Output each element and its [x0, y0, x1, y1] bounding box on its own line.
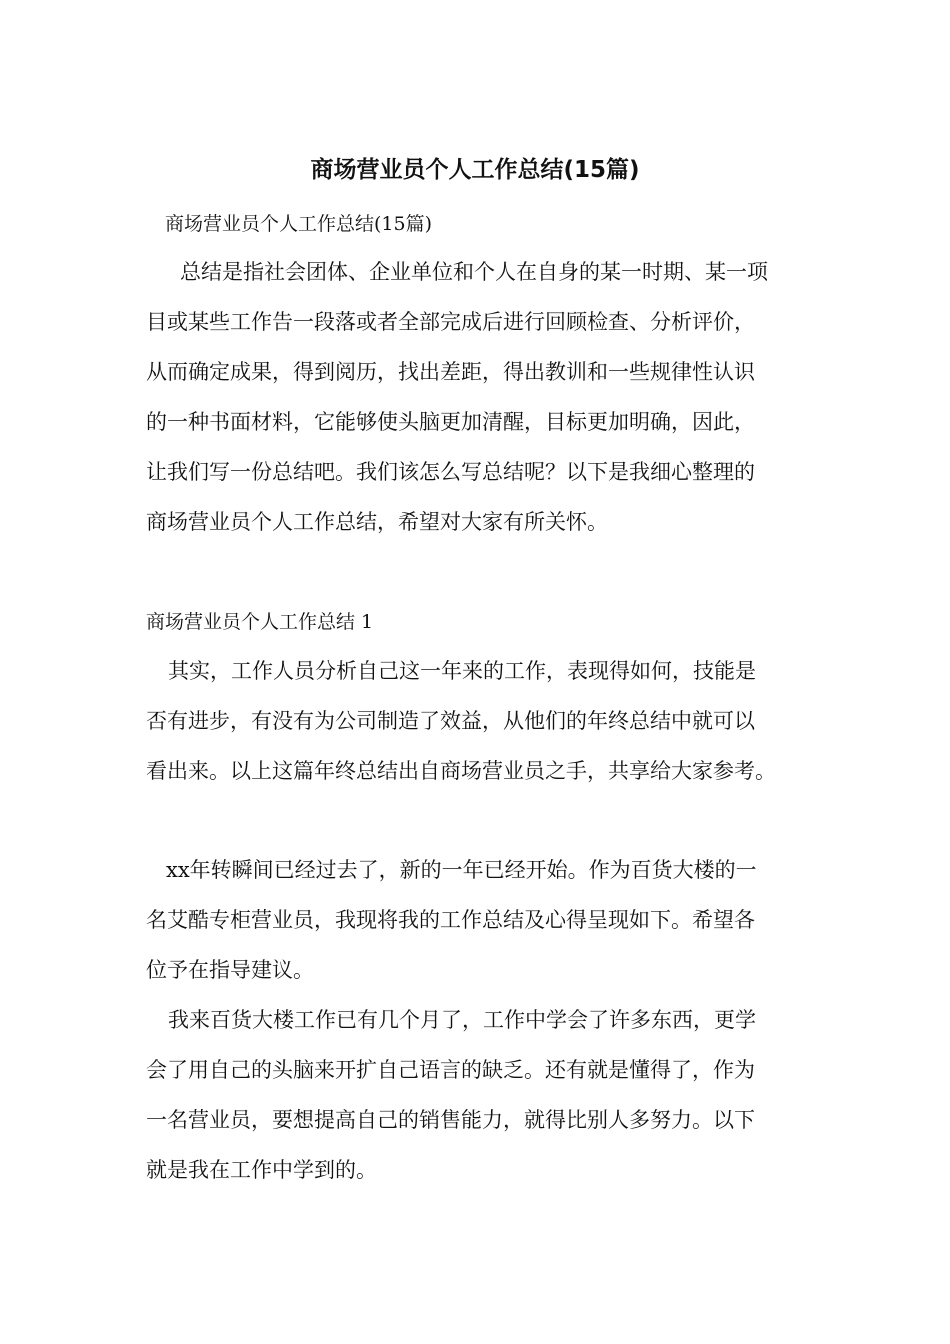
- section-heading: 商场营业员个人工作总结 1: [146, 611, 374, 633]
- document-title: 商场营业员个人工作总结(15篇): [310, 157, 640, 183]
- paragraph-line: xx年转瞬间已经过去了，新的一年已经开始。作为百货大楼的一: [166, 858, 757, 882]
- paragraph-line: 名艾酷专柜营业员，我现将我的工作总结及心得呈现如下。希望各: [146, 908, 755, 932]
- paragraph-line: 位予在指导建议。: [146, 958, 314, 982]
- paragraph-line: 我来百货大楼工作已有几个月了，工作中学会了许多东西，更学: [168, 1008, 756, 1032]
- intro-line: 让我们写一份总结吧。我们该怎么写总结呢？以下是我细心整理的: [146, 460, 755, 484]
- paragraph-line: 其实，工作人员分析自己这一年来的工作，表现得如何，技能是: [168, 659, 756, 683]
- section1-paragraph-3: [146, 995, 816, 1195]
- section1-paragraph-1: [146, 646, 816, 796]
- paragraph-line: 看出来。以上这篇年终总结出自商场营业员之手，共享给大家参考。: [146, 759, 776, 783]
- intro-line: 的一种书面材料，它能够使头脑更加清醒，目标更加明确，因此，: [146, 410, 755, 434]
- intro-line: 从而确定成果，得到阅历，找出差距，得出教训和一些规律性认识: [146, 360, 755, 384]
- intro-paragraph: [146, 247, 816, 547]
- intro-line: 总结是指社会团体、企业单位和个人在自身的某一时期、某一项: [180, 260, 768, 284]
- paragraph-line: 一名营业员，要想提高自己的销售能力，就得比别人多努力。以下: [146, 1108, 755, 1132]
- section1-paragraph-2: [146, 845, 816, 995]
- intro-line: 目或某些工作告一段落或者全部完成后进行回顾检查、分析评价，: [146, 310, 755, 334]
- document-subtitle: 商场营业员个人工作总结(15篇): [165, 213, 433, 235]
- paragraph-line: 会了用自己的头脑来开扩自己语言的缺乏。还有就是懂得了，作为: [146, 1058, 755, 1082]
- intro-line: 商场营业员个人工作总结，希望对大家有所关怀。: [146, 510, 608, 534]
- paragraph-line: 否有进步，有没有为公司制造了效益，从他们的年终总结中就可以: [146, 709, 755, 733]
- paragraph-line: 就是我在工作中学到的。: [146, 1158, 377, 1182]
